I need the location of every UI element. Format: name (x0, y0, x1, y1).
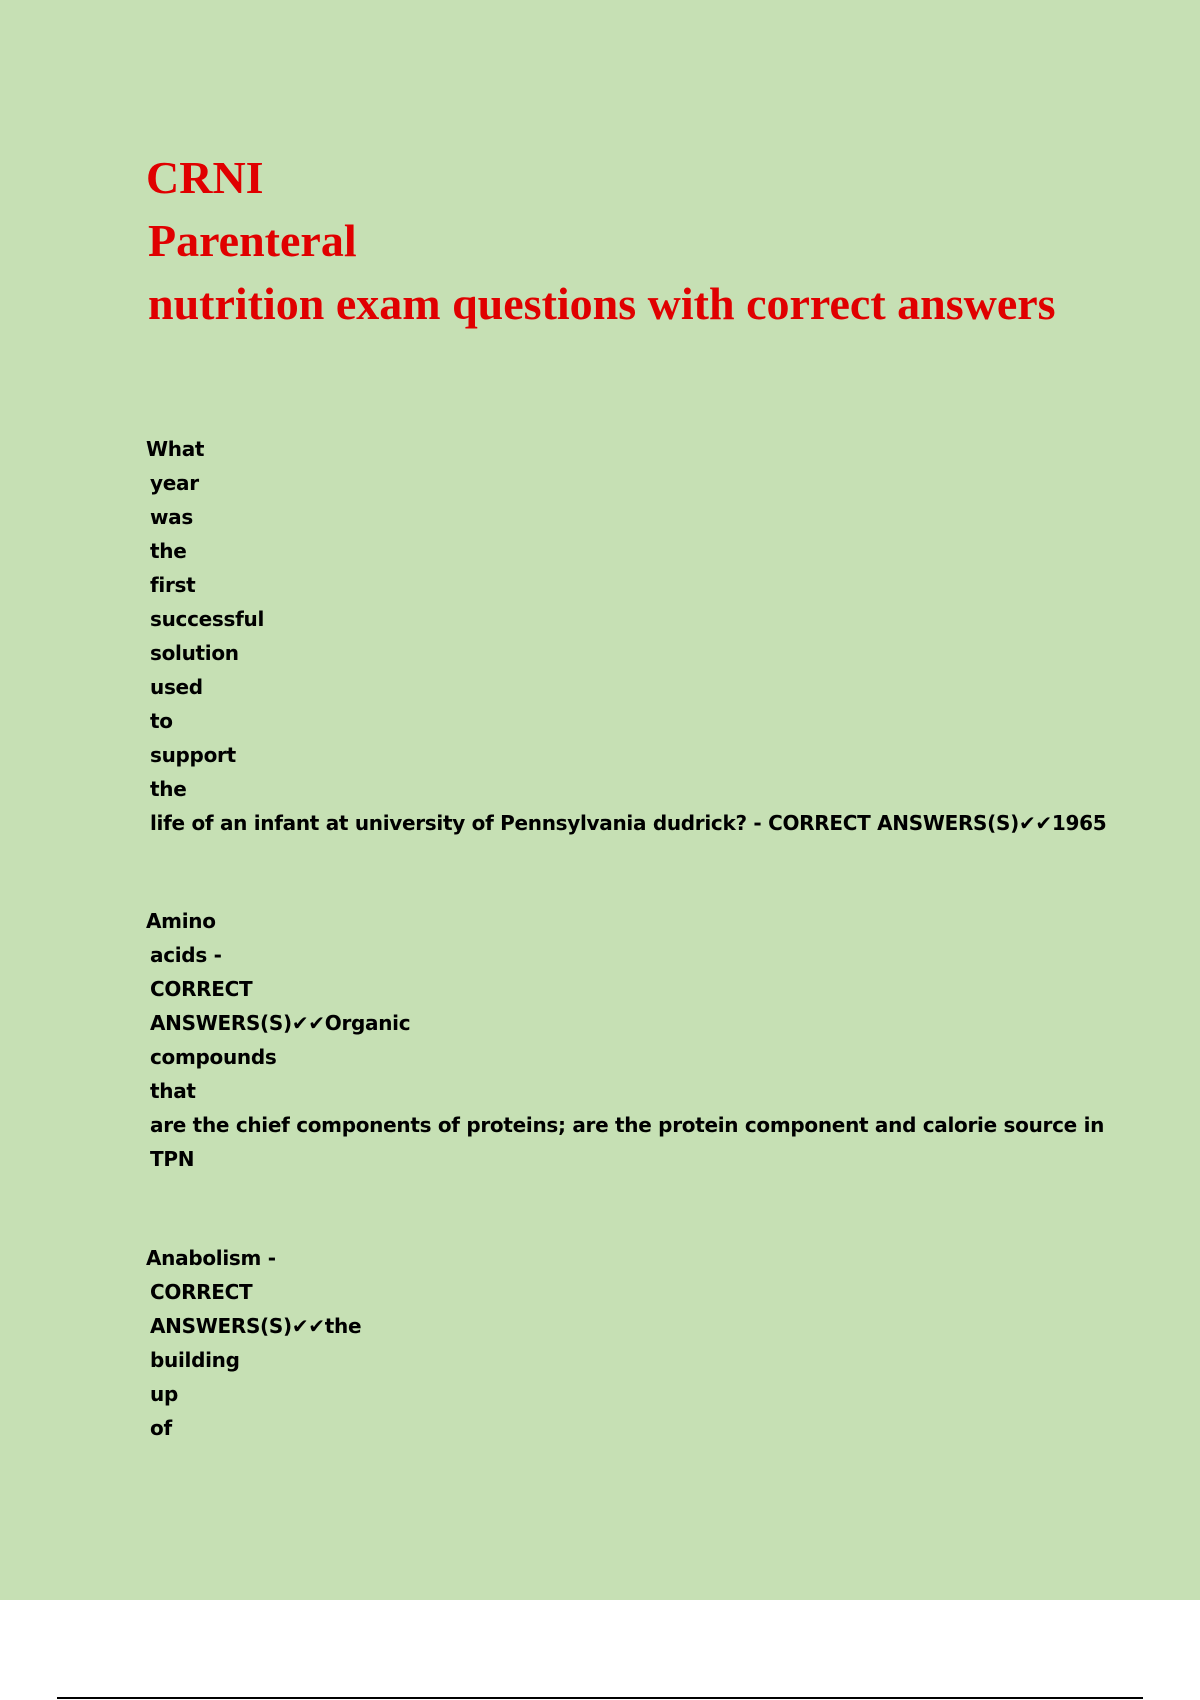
qa-line: first (150, 573, 196, 597)
qa-line: up (150, 1382, 178, 1406)
qa-line: used (150, 675, 203, 699)
qa-line: CORRECT (150, 977, 253, 1001)
qa-line: support (150, 743, 236, 767)
qa-block-year-first-solution (146, 432, 1107, 840)
qa-line: Amino (146, 909, 216, 933)
qa-line: ANSWERS(S)✔✔the (150, 1314, 362, 1338)
qa-line: was (150, 505, 193, 529)
title-line-3: nutrition exam questions with correct answers (148, 278, 1056, 329)
document-title (146, 146, 1056, 335)
qa-line: are the chief components of proteins; are the protein component and calorie source in (150, 1113, 1105, 1137)
qa-block-anabolism (146, 1241, 361, 1445)
qa-line: the (150, 777, 187, 801)
title-line-1: CRNI (146, 152, 264, 203)
qa-line: year (150, 471, 199, 495)
qa-line: ANSWERS(S)✔✔Organic (150, 1011, 411, 1035)
qa-line: compounds (150, 1045, 277, 1069)
qa-line: to (150, 709, 173, 733)
qa-block-amino-acids (146, 904, 1105, 1176)
qa-line: What (146, 437, 205, 461)
qa-line: the (150, 539, 187, 563)
qa-line: building (150, 1348, 240, 1372)
qa-line: successful (150, 607, 265, 631)
qa-line: TPN (150, 1147, 195, 1171)
footer-divider (57, 1697, 1143, 1699)
qa-line: that (150, 1079, 196, 1103)
qa-line: solution (150, 641, 239, 665)
qa-line: Anabolism - (146, 1246, 276, 1270)
qa-line: acids - (150, 943, 222, 967)
qa-line: life of an infant at university of Pennsylvania dudrick? - CORRECT ANSWERS(S)✔✔1965 (150, 811, 1107, 835)
title-line-2: Parenteral (148, 215, 357, 266)
qa-line: CORRECT (150, 1280, 253, 1304)
qa-line: of (150, 1416, 172, 1440)
